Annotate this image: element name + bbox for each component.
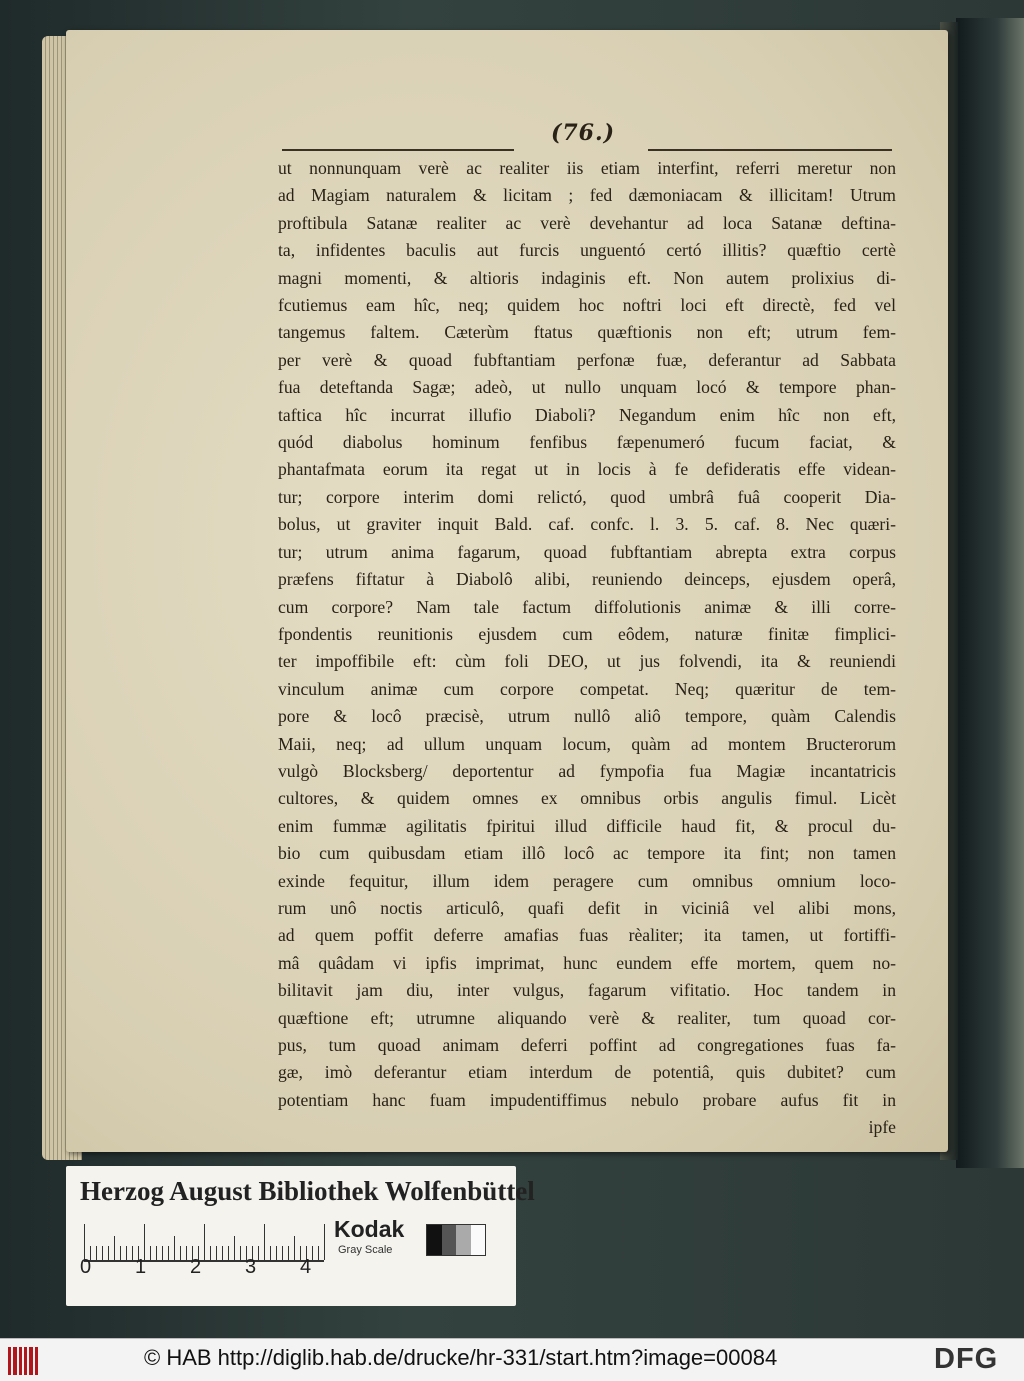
text-line: fpondentis reunitionis ejusdem cum eôdem, naturæ finitæ fimplici- <box>278 623 896 644</box>
scale-number: 2 <box>190 1256 202 1278</box>
ruler-tick <box>228 1246 229 1260</box>
text-line: taftica hîc incurrat illufio Diaboli? Negandum enim hîc non eft, <box>278 404 896 425</box>
text-line: ta, infidentes baculis aut furcis unguentó certó illitis? quæftio certè <box>278 240 896 261</box>
ruler-tick <box>156 1246 157 1260</box>
text-line: ut nonnunquam verè ac realiter iis etiam interfint, referri meretur non <box>278 158 896 178</box>
footer-bar <box>0 1338 1024 1381</box>
ruler-tick <box>276 1246 277 1260</box>
text-line: rum unô noctis articulô, quafi defit in viciniâ vel alibi mons, <box>278 897 896 918</box>
text-line: bilitavit jam diu, inter vulgus, fagarum vifitatio. Hoc tandem in <box>278 980 896 1001</box>
text-line: fcutiemus eam hîc, neq; quidem hoc noftri loci eft directè, fed vel <box>278 295 896 316</box>
text-line: vinculum animæ cum corpore competat. Neq; quæritur de tem- <box>278 678 896 699</box>
text-line: magni momenti, & altioris indaginis eft. Non autem prolixius di- <box>278 267 896 288</box>
ruler-tick <box>240 1246 241 1260</box>
ruler-tick <box>264 1224 265 1260</box>
ruler-tick <box>102 1246 103 1260</box>
ruler-tick <box>84 1224 85 1260</box>
text-line: fua deteftanda Sagæ; adeò, ut nullo unquam locó & tempore phan- <box>278 377 896 398</box>
text-line: bolus, ut graviter inquit Bald. caf. confc. l. 3. 5. caf. 8. Nec quæri- <box>278 514 896 535</box>
page-number: (76.) <box>550 120 616 146</box>
ruler-tick <box>270 1246 271 1260</box>
scale-number: 4 <box>300 1256 312 1278</box>
measure-ruler <box>84 1222 324 1262</box>
dfg-logo: DFG <box>934 1343 999 1375</box>
ruler-tick <box>234 1236 235 1260</box>
ruler-tick <box>162 1246 163 1260</box>
text-line: gæ, imò deferantur etiam interdum de potentiâ, quis dubitet? cum <box>278 1062 896 1083</box>
ruler-tick <box>180 1246 181 1260</box>
ruler-tick <box>222 1246 223 1260</box>
ruler-tick <box>294 1236 295 1260</box>
text-line: tur; utrum anima fagarum, quoad fubftantiam abrepta extra corpus <box>278 541 896 562</box>
text-line: quæftione eft; utrumne aliquando verè & realiter, tum quoad cor- <box>278 1007 896 1028</box>
page-body-text <box>278 155 896 1142</box>
text-line: proftibula Satanæ realiter ac verè devehantur ad loca Satanæ deftina- <box>278 212 896 233</box>
ruler-tick <box>96 1246 97 1260</box>
ruler-tick <box>258 1246 259 1260</box>
ruler-tick <box>288 1246 289 1260</box>
text-line: præfens fiftatur à Diabolô alibi, reuniendo deinceps, ejusdem operâ, <box>278 569 896 590</box>
ruler-tick <box>168 1246 169 1260</box>
catchword: ipfe <box>868 1117 896 1138</box>
text-line: cultores, & quidem omnes ex omnibus orbis angulis fimul. Licèt <box>278 788 896 809</box>
header-rule-left <box>282 149 514 151</box>
text-line: phantafmata eorum ita regat ut in locis à fe defideratis effe videan- <box>278 459 896 480</box>
ruler-tick <box>174 1236 175 1260</box>
text-line: mâ quâdam vi ipfis imprimat, hunc eundem effe mortem, quem no- <box>278 952 896 973</box>
text-line: ad quem poffit deferre amafias fuas rèaliter; ita tamen, ut fortiffi- <box>278 925 896 946</box>
library-name: Herzog August Bibliothek Wolfenbüttel <box>80 1176 535 1206</box>
text-line: ter impoffibile eft: cùm foli DEO, ut jus folvendi, ita & reuniendi <box>278 651 896 672</box>
text-line: cum corpore? Nam tale factum diffolutionis animæ & illi corre- <box>278 596 896 617</box>
text-line: potentiam hanc fuam impudentiffimus nebulo probare aufus fit in <box>278 1089 896 1110</box>
scale-number: 3 <box>245 1256 257 1278</box>
facing-page-edge <box>956 18 1024 1168</box>
ruler-tick <box>144 1224 145 1260</box>
text-line: tur; corpore interim domi relictó, quod umbrâ fuâ cooperit Dia- <box>278 486 896 507</box>
ruler-tick <box>282 1246 283 1260</box>
ruler-tick <box>312 1246 313 1260</box>
text-line: bio cum quibusdam etiam illô locô ac tempore ita fint; non tamen <box>278 843 896 864</box>
ruler-tick <box>126 1246 127 1260</box>
ruler-tick <box>150 1246 151 1260</box>
ruler-tick <box>114 1236 115 1260</box>
ruler-tick <box>120 1246 121 1260</box>
header-rule-right <box>648 149 892 151</box>
gray-scale-label: Gray Scale <box>338 1244 393 1256</box>
ruler-tick <box>318 1246 319 1260</box>
ruler-tick <box>204 1224 205 1260</box>
text-line: per verè & quoad fubftantiam perfonæ fuæ, deferantur ad Sabbata <box>278 349 896 370</box>
text-line: ad Magiam naturalem & licitam ; fed dæmoniacam & illicitam! Utrum <box>278 185 896 206</box>
footer-credit-link[interactable]: © HAB http://diglib.hab.de/drucke/hr-331/start.htm?image=00084 <box>144 1345 778 1370</box>
text-line: tangemus faltem. Cæterùm ftatus quæftionis non eft; utrum fem- <box>278 322 896 343</box>
text-line: vulgò Blocksberg/ deportentur ad fympofia fua Magiæ incantatricis <box>278 760 896 781</box>
text-line: exinde fequitur, illum idem peragere cum omnibus omnium loco- <box>278 870 896 891</box>
gray-scale-swatches <box>426 1224 486 1256</box>
text-line: pore & locô præcisè, utrum nullô aliô tempore, quàm Calendis <box>278 706 896 727</box>
ruler-tick <box>186 1246 187 1260</box>
ruler-tick <box>324 1224 325 1260</box>
library-label <box>66 1166 535 1306</box>
ruler-tick <box>108 1246 109 1260</box>
kodak-logo: Kodak <box>334 1216 405 1242</box>
text-line: enim fummæ agilitatis fpiritui illud difficile haud fit, & procul du- <box>278 815 896 836</box>
ruler-tick <box>132 1246 133 1260</box>
hab-logo-icon <box>8 1347 38 1375</box>
text-line: pus, tum quoad animam deferri poffint ad congregationes fuas fa- <box>278 1035 896 1055</box>
scale-number: 0 <box>80 1256 92 1278</box>
text-line: quód diabolus hominum fenfibus fæpenumeró fucum faciat, & <box>278 432 896 453</box>
text-line: Maii, neq; ad ullum unquam locum, quàm ad montem Bructerorum <box>278 733 896 754</box>
scale-number: 1 <box>135 1256 147 1278</box>
ruler-tick <box>210 1246 211 1260</box>
ruler-tick <box>216 1246 217 1260</box>
